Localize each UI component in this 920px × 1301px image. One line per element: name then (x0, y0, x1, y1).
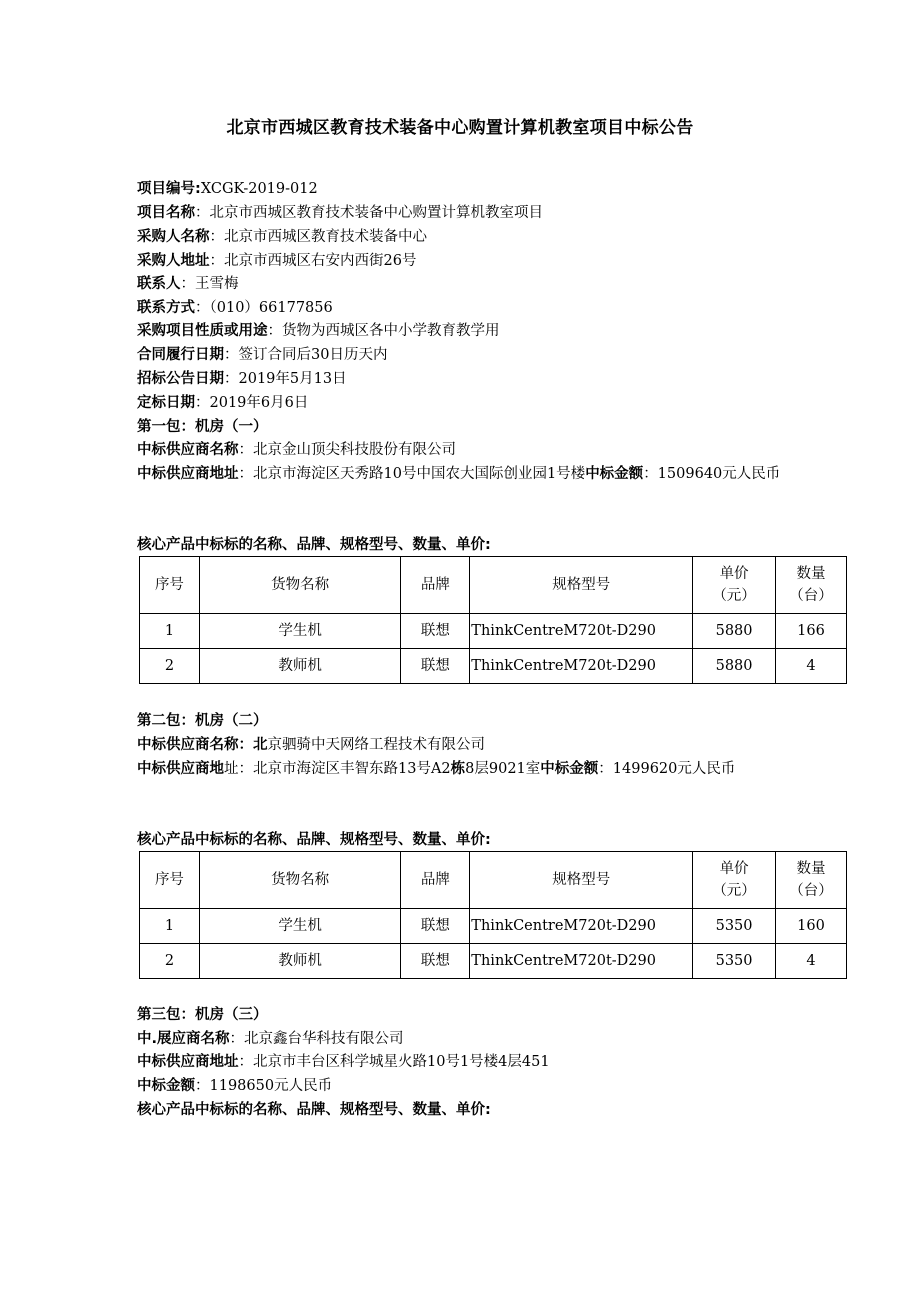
cell-price: 5880 (693, 649, 776, 684)
cell-name: 学生机 (199, 909, 401, 944)
cell-name: 教师机 (199, 944, 401, 979)
notice-date-label: 招标公告日期 (137, 371, 224, 387)
table-header-row (140, 852, 847, 909)
package3-supplier-line (137, 1028, 857, 1052)
cell-price: 5350 (693, 944, 776, 979)
header-brand: 品牌 (401, 852, 470, 909)
contract-value: ：签订合同后30日历天内 (224, 347, 388, 363)
buyer-line (137, 226, 857, 250)
award-date-value: ：2019年6月6日 (195, 395, 309, 411)
cell-model: ThinkCentreM720t-D290 (470, 944, 693, 979)
header-price: 单价 （元） (693, 852, 776, 909)
table-row (140, 909, 847, 944)
package3-supplier-label: 中.展应商名称 (137, 1031, 230, 1047)
table-row (140, 614, 847, 649)
package2-amount-label: 中标金额 (540, 761, 599, 777)
header-price: 单价 （元） (693, 557, 776, 614)
buyer-value: ：北京市西城区教育技术装备中心 (209, 229, 427, 245)
cell-brand: 联想 (401, 909, 470, 944)
table-header-row (140, 557, 847, 614)
package3-amount-label: 中标金额 (137, 1078, 195, 1094)
project-number-line (137, 178, 857, 202)
table-row (140, 944, 847, 979)
cell-qty: 160 (776, 909, 847, 944)
package3-amount-value: ：1198650元人民币 (195, 1078, 333, 1094)
notice-date-value: ：2019年5月13日 (224, 371, 347, 387)
package2-heading: 第二包：机房（二） (137, 713, 268, 729)
cell-no: 1 (140, 614, 200, 649)
notice-date-line (137, 368, 857, 392)
contract-line (137, 344, 857, 368)
award-date-line (137, 392, 857, 416)
header-name: 货物名称 (199, 852, 401, 909)
cell-name: 学生机 (199, 614, 401, 649)
package3-heading: 第三包：机房（三） (137, 1007, 268, 1023)
package3-address-value: ：北京市丰台区科学城星火路10号1号楼4层451 (238, 1054, 550, 1070)
contract-label: 合同履行日期 (137, 347, 224, 363)
project-name-label: 项目名称 (137, 205, 195, 221)
nature-label: 采购项目性质或用途 (137, 323, 268, 339)
package2-supplier-line (137, 734, 857, 758)
buyer-label: 采购人名称 (137, 229, 210, 245)
package2-core-label: 核心产品中标标的名称、品牌、规格型号、数量、单价: (137, 832, 491, 848)
package2-address-label: 中标供应商地 (137, 761, 224, 777)
cell-brand: 联想 (401, 649, 470, 684)
package2-address-value-a: 址：北京市海淀区丰智东路13号A2 (224, 761, 451, 777)
project-name-value: ：北京市西城区教育技术装备中心购置计算机教室项目 (195, 205, 543, 221)
award-date-label: 定标日期 (137, 395, 195, 411)
contact-label: 联系人 (137, 276, 181, 292)
package2-supplier-label: 中标供应商名称：北 (137, 737, 268, 753)
cell-qty: 4 (776, 944, 847, 979)
nature-value: ：货物为西城区各中小学教育教学用 (267, 323, 500, 339)
cell-price: 5880 (693, 614, 776, 649)
header-no: 序号 (140, 557, 200, 614)
package3-amount-line (137, 1075, 857, 1099)
header-qty: 数量 （台） (776, 557, 847, 614)
phone-label: 联系方式 (137, 300, 195, 316)
cell-model: ThinkCentreM720t-D290 (470, 909, 693, 944)
cell-no: 1 (140, 909, 200, 944)
project-name-line (137, 202, 857, 226)
contact-value: ：王雪梅 (180, 276, 239, 292)
package3-address-line (137, 1051, 857, 1075)
cell-no: 2 (140, 944, 200, 979)
package1-address-label: 中标供应商地址 (137, 466, 239, 482)
cell-qty: 4 (776, 649, 847, 684)
package3-supplier-value: ：北京鑫台华科技有限公司 (229, 1031, 404, 1047)
cell-price: 5350 (693, 909, 776, 944)
cell-name: 教师机 (199, 649, 401, 684)
package1-core-label: 核心产品中标标的名称、品牌、规格型号、数量、单价: (137, 537, 491, 553)
project-number-label: 项目编号: (137, 181, 201, 197)
package1-address-value: ：北京市海淀区天秀路10号中国农大国际创业园1号楼 (238, 466, 586, 482)
header-model: 规格型号 (470, 852, 693, 909)
phone-line (137, 297, 857, 321)
phone-value: ：（010）66177856 (195, 300, 333, 316)
table-row (140, 649, 847, 684)
package3-address-label: 中标供应商地址 (137, 1054, 239, 1070)
buyer-address-line (137, 250, 857, 274)
header-qty: 数量 （台） (776, 852, 847, 909)
buyer-address-value: ：北京市西城区右安内西街26号 (209, 253, 417, 269)
cell-brand: 联想 (401, 614, 470, 649)
header-name: 货物名称 (199, 557, 401, 614)
cell-brand: 联想 (401, 944, 470, 979)
header-brand: 品牌 (401, 557, 470, 614)
package1-supplier-value: ：北京金山顶尖科技股份有限公司 (238, 442, 456, 458)
cell-model: ThinkCentreM720t-D290 (470, 649, 693, 684)
header-no: 序号 (140, 852, 200, 909)
cell-model: ThinkCentreM720t-D290 (470, 614, 693, 649)
contact-line (137, 273, 857, 297)
header-model: 规格型号 (470, 557, 693, 614)
project-number-value: XCGK-2019-012 (200, 181, 318, 197)
package3-core-label: 核心产品中标标的名称、品牌、规格型号、数量、单价: (137, 1102, 491, 1118)
package1-amount-label: 中标金额 (585, 466, 644, 482)
package1-table (139, 556, 847, 684)
package2-table (139, 851, 847, 979)
package1-supplier-label: 中标供应商名称 (137, 442, 239, 458)
page-title: 北京市西城区教育技术装备中心购置计算机教室项目中标公告 (226, 118, 694, 138)
cell-no: 2 (140, 649, 200, 684)
package2-address-value-b: 8层9021室 (465, 761, 541, 777)
cell-qty: 166 (776, 614, 847, 649)
package1-supplier-line (137, 439, 857, 463)
package2-amount-value: ：1499620元人民币 (598, 761, 736, 777)
buyer-address-label: 采购人地址 (137, 253, 210, 269)
package2-supplier-value: 京驷骑中天网络工程技术有限公司 (267, 737, 485, 753)
package1-amount-value: ：1509640元人民币 (643, 466, 781, 482)
package1-heading: 第一包：机房（一） (137, 419, 268, 435)
nature-line (137, 320, 857, 344)
package1-address-line (137, 463, 853, 487)
package2-address-building: 栋 (450, 761, 466, 777)
package2-address-line (137, 758, 843, 782)
